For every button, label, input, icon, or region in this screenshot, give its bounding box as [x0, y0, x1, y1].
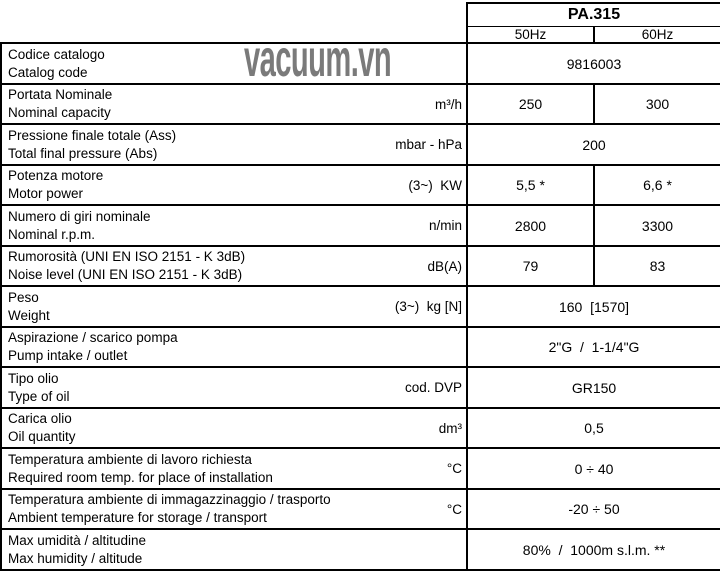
row-value: 80% / 1000m s.l.m. ** [467, 529, 720, 570]
row-value-60hz: 300 [594, 84, 720, 125]
row-catalog-code [1, 43, 720, 84]
label-english: Pump intake / outlet [8, 348, 128, 364]
row-label [2, 532, 146, 568]
row-label [2, 46, 105, 82]
vacuum-vn-watermark: vacuum.vn [244, 30, 392, 88]
label-english: Type of oil [8, 388, 70, 404]
row-unit: °C [446, 501, 462, 517]
row-pump-intake-outlet [1, 327, 720, 368]
label-italian: Aspirazione / scarico pompa [8, 330, 178, 346]
row-nominal-capacity [1, 84, 720, 125]
row-unit: cod. DVP [404, 380, 462, 396]
label-italian: Numero di giri nominale [8, 208, 151, 224]
row-oil-quantity [1, 408, 720, 449]
row-label [2, 410, 76, 446]
row-label [2, 329, 178, 365]
row-label [2, 289, 50, 325]
row-value: 9816003 [467, 43, 720, 84]
row-label [2, 370, 70, 406]
label-italian: Pressione finale totale (Ass) [8, 127, 177, 143]
row-label [2, 208, 151, 244]
label-english: Ambient temperature for storage / transport [8, 510, 267, 526]
row-label [2, 127, 176, 163]
row-label [2, 451, 273, 487]
row-value: -20 ÷ 50 [467, 489, 720, 530]
row-label [2, 248, 245, 284]
frequency-header-row [1, 26, 720, 43]
row-value-50hz: 250 [467, 84, 594, 125]
row-motor-power [1, 165, 720, 206]
label-italian: Peso [8, 289, 39, 305]
row-unit: dm³ [438, 420, 462, 436]
row-value: 200 [467, 124, 720, 165]
row-value-50hz: 79 [467, 246, 594, 287]
column-header-60hz: 60Hz [594, 26, 720, 43]
row-label [2, 167, 103, 203]
label-english: Weight [8, 307, 50, 323]
label-italian: Potenza motore [8, 168, 104, 184]
label-english: Catalog code [8, 64, 88, 80]
row-unit: (3~) kg [N] [394, 299, 462, 315]
spec-table [0, 2, 720, 571]
row-storage-temperature [1, 489, 720, 530]
blank-corner [1, 26, 467, 43]
row-unit: mbar - hPa [395, 137, 462, 153]
row-value-60hz: 6,6 * [594, 165, 720, 206]
label-english: Motor power [8, 186, 84, 202]
row-value: GR150 [467, 367, 720, 408]
label-italian: Rumorosità (UNI EN ISO 2151 - K 3dB) [8, 249, 246, 265]
row-value: 2"G / 1-1/4"G [467, 327, 720, 368]
row-weight [1, 286, 720, 327]
label-english: Max humidity / altitude [8, 550, 143, 566]
label-english: Nominal capacity [8, 105, 111, 121]
label-italian: Tipo olio [8, 370, 59, 386]
row-unit: n/min [428, 218, 462, 234]
label-italian: Temperatura ambiente di immagazzinaggio / trasporto [8, 492, 331, 508]
label-english: Nominal r.p.m. [8, 226, 96, 242]
model-title: PA.315 [467, 3, 720, 26]
row-value-50hz: 2800 [467, 205, 594, 246]
row-value-50hz: 5,5 * [467, 165, 594, 206]
row-unit: m³/h [435, 96, 462, 112]
label-italian: Carica olio [8, 411, 72, 427]
label-italian: Max umidità / altitudine [8, 532, 147, 548]
label-italian: Temperatura ambiente di lavoro richiesta [8, 451, 252, 467]
row-value: 160 [1570] [467, 286, 720, 327]
label-english: Required room temp. for place of installation [8, 469, 273, 485]
row-humidity-altitude [1, 529, 720, 570]
blank-corner [1, 3, 467, 26]
row-value-60hz: 83 [594, 246, 720, 287]
row-oil-type [1, 367, 720, 408]
row-label [2, 86, 112, 122]
label-italian: Portata Nominale [8, 87, 113, 103]
row-nominal-rpm [1, 205, 720, 246]
label-english: Total final pressure (Abs) [8, 145, 158, 161]
column-header-50hz: 50Hz [467, 26, 594, 43]
label-english: Noise level (UNI EN ISO 2151 - K 3dB) [8, 267, 243, 283]
row-value-60hz: 3300 [594, 205, 720, 246]
row-unit: (3~) KW [408, 177, 462, 193]
row-noise-level [1, 246, 720, 287]
label-italian: Codice catalogo [8, 46, 105, 62]
row-unit: °C [446, 461, 462, 477]
model-header-row [1, 3, 720, 26]
row-label [2, 491, 331, 527]
row-final-pressure [1, 124, 720, 165]
row-working-temperature [1, 448, 720, 489]
row-value: 0 ÷ 40 [467, 448, 720, 489]
label-english: Oil quantity [8, 429, 76, 445]
row-unit: dB(A) [427, 258, 462, 274]
row-value: 0,5 [467, 408, 720, 449]
